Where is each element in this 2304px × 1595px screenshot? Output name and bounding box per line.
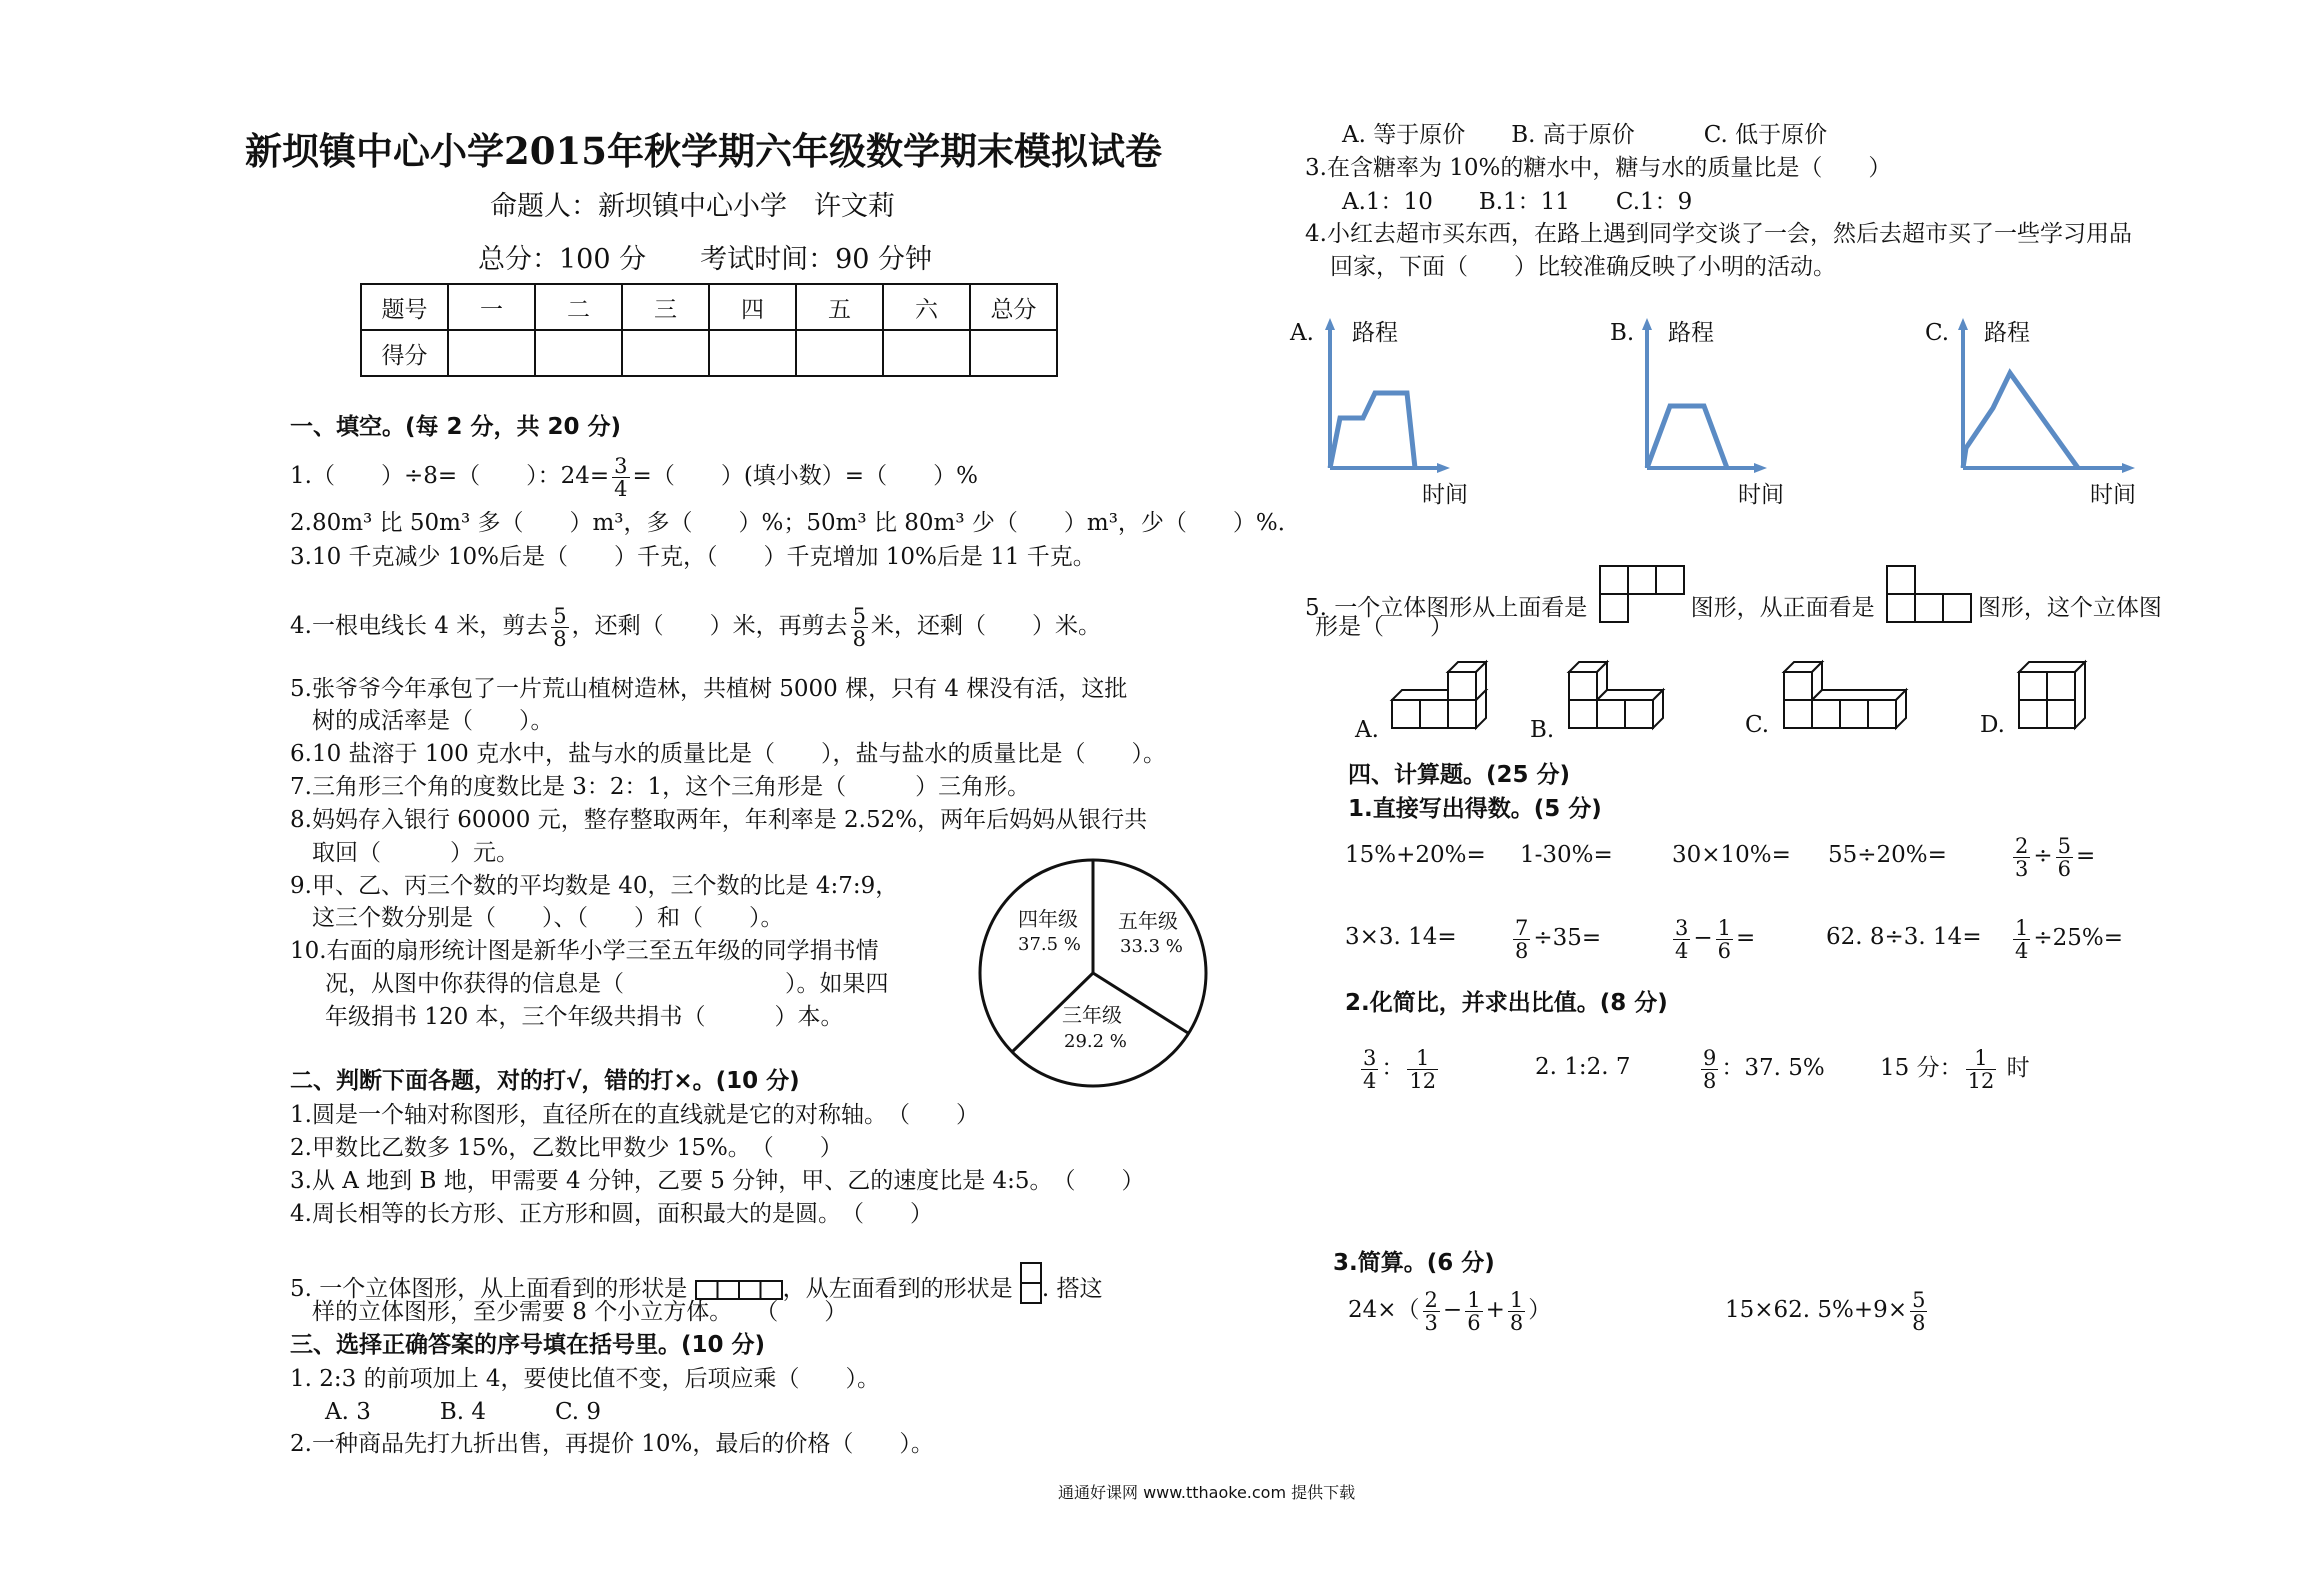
s1-question-5-line1: 5.张爷爷今年承包了一片荒山植树造林，共植树 5000 棵，只有 4 棵没有活，这批 [290,676,1128,702]
s3-question-3: 3.在含糖率为 10%的糖水中，糖与水的质量比是（ ） [1305,155,1892,181]
s1-question-3: 3.10 千克减少 10%后是（ ）千克，（ ）千克增加 10%后是 11 千克。 [290,544,1096,570]
graph-b-letter: B. [1610,320,1635,346]
fraction: $\frac{5}{6}$ [2057,833,2072,881]
fraction: $\frac{7}{8}$ [1515,915,1529,963]
score-cell [883,330,970,376]
q-text: ，还剩（ ）米，再剪去 [571,613,848,639]
section3-heading: 三、选择正确答案的序号填在括号里。(10 分) [290,1332,766,1358]
s3-question-2: 2.一种商品先打九折出售，再提价 10%，最后的价格（ ）。 [290,1431,934,1457]
fraction: $\frac{1}{6}$ [1717,915,1732,963]
fraction: $\frac{9}{8}$ [1703,1045,1717,1093]
pie-label-grade5: 五年级 [1118,909,1178,933]
exam-meta: 总分：100 分 考试时间：90 分钟 [478,244,933,275]
calc-part2-heading: 2.化简比，并求出比值。(8 分) [1345,990,1668,1016]
score-cell: 总分 [970,284,1057,330]
pie-value-grade3: 29.2 % [1064,1031,1127,1052]
solid-label-b: B. [1530,717,1555,743]
score-cell: 五 [796,284,883,330]
fraction: $\frac{3}{4}$ [1675,915,1689,963]
graph-c-letter: C. [1925,320,1950,346]
graph-c [1958,318,2148,478]
s2-question-5-line2: 样的立体图形，至少需要 8 个小立方体。 （ ） [312,1299,848,1325]
fraction: $\frac{2}{3}$ [2015,833,2029,881]
graph-a-xlabel: 时间 [1422,482,1468,508]
score-cell [448,330,535,376]
q-text: 1.（ ）÷8=（ ）：24= [290,463,610,489]
s1-question-10-line2: 况，从图中你获得的信息是（ ）。如果四 [325,971,889,997]
ratio-2: 2. 1:2. 7 [1535,1054,1631,1080]
s1-question-4 [290,598,1101,654]
s3-question-5-line2: 形是（ ） [1315,614,1453,640]
score-table-score-row [361,330,1057,376]
s1-question-1 [290,448,978,504]
fraction: $\frac{5}{8}$ [852,603,866,651]
score-cell [535,330,622,376]
calc-r2-5: $\frac{1}{4}$ ÷25%= [2015,915,2124,963]
calc-r1-1: 15%+20%= [1345,842,1486,868]
q-text: 4.一根电线长 4 米，剪去 [290,613,549,639]
score-cell: 六 [883,284,970,330]
solid-figure-a [1388,660,1498,730]
footer-credit: 通通好课网 www.tthaoke.com 提供下载 [1058,1483,1356,1502]
q-text: . 搭这 [1041,1276,1103,1302]
calc-r1-3: 30×10%= [1672,842,1791,868]
fraction: $\frac{1}{12}$ [1409,1045,1437,1093]
calc-part1-heading: 1.直接写出得数。(5 分) [1348,796,1602,822]
s1-question-8-line1: 8.妈妈存入银行 60000 元，整存整取两年，年利率是 2.52%，两年后妈妈从银行共 [290,807,1148,833]
pie-value-grade4: 37.5 % [1018,934,1081,955]
calc-r1-2: 1-30%= [1520,842,1613,868]
graph-b-ylabel: 路程 [1668,320,1714,346]
fraction: $\frac{2}{3}$ [1424,1287,1438,1335]
calc-part3-heading: 3.简算。(6 分) [1333,1250,1495,1276]
fraction: $\frac{5}{8}$ [553,603,567,651]
calc-r2-2: $\frac{7}{8}$ ÷35= [1515,915,1602,963]
q-text: 图形，这个立体图 [1977,595,2162,621]
score-cell [796,330,883,376]
s2-question-2: 2.甲数比乙数多 15%，乙数比甲数少 15%。 （ ） [290,1135,843,1161]
ratio-3: $\frac{9}{8}$ ：37. 5% [1703,1045,1825,1093]
score-cell [622,330,709,376]
s1-question-10-line3: 年级捐书 120 本，三个年级共捐书（ ）本。 [325,1004,844,1030]
ratio-4: 15 分： $\frac{1}{12}$ 时 [1880,1045,2030,1093]
simplify-2: 15×62. 5%+9× $\frac{5}{8}$ [1725,1287,1926,1335]
calc-r2-1: 3×3. 14= [1345,924,1457,950]
solid-figure-c [1780,660,1910,730]
s3-question-4-line2: 回家，下面（ ）比较准确反映了小明的活动。 [1330,254,1836,280]
section4-heading: 四、计算题。(25 分) [1348,762,1571,788]
calc-r2-3: $\frac{3}{4}$ − $\frac{1}{6}$ = [1675,915,1756,963]
ratio-1: $\frac{3}{4}$ ： $\frac{1}{12}$ [1363,1045,1437,1093]
pie-value-grade5: 33.3 % [1120,936,1183,957]
s1-question-9-line2: 这三个数分别是（ ）、（ ）和（ ）。 [312,905,784,931]
graph-a-ylabel: 路程 [1352,320,1398,346]
q-text: =（ ）(填小数）=（ ）% [632,463,978,489]
solid-figure-b [1565,660,1675,730]
graph-a [1325,318,1455,478]
q-text: ，从左面看到的形状是 [782,1276,1013,1302]
s3-question-1: 1. 2:3 的前项加上 4，要使比值不变，后项应乘（ ）。 [290,1366,881,1392]
score-cell: 题号 [361,284,448,330]
score-cell: 得分 [361,330,448,376]
graph-c-xlabel: 时间 [2090,482,2136,508]
q-text: 米，还剩（ ）米。 [870,613,1101,639]
solid-figure-d [2015,660,2105,730]
score-table-header-row [361,284,1057,330]
fraction: $\frac{1}{4}$ [2015,915,2029,963]
top-view-figure [1599,565,1687,623]
s1-question-9-line1: 9.甲、乙、丙三个数的平均数是 40，三个数的比是 4:7:9， [290,873,899,899]
calc-r1-5: $\frac{2}{3}$ ÷ $\frac{5}{6}$ = [2015,833,2096,881]
s2-question-3: 3.从 A 地到 B 地，甲需要 4 分钟，乙要 5 分钟，甲、乙的速度比是 4:5。 （ ） [290,1168,1145,1194]
left-view-figure [1020,1262,1042,1304]
score-cell: 一 [448,284,535,330]
pie-label-grade4: 四年级 [1018,907,1078,931]
section2-heading: 二、判断下面各题，对的打√，错的打×。(10 分) [290,1068,800,1094]
s3-question-4-line1: 4.小红去超市买东西，在路上遇到同学交谈了一会，然后去超市买了一些学习用品 [1305,221,2132,247]
s1-question-2: 2.80m³ 比 50m³ 多（ ）m³，多（ ）%；50m³ 比 80m³ 少（ ）m³，少（ ）%． [290,510,1301,536]
s1-question-7: 7.三角形三个角的度数比是 3：2：1，这个三角形是（ ）三角形。 [290,774,1031,800]
q-text: 图形，从正面看是 [1690,595,1875,621]
s2-question-1: 1.圆是一个轴对称图形，直径所在的直线就是它的对称轴。 （ ） [290,1102,979,1128]
s1-question-5-line2: 树的成活率是（ ）。 [312,708,554,734]
calc-r1-4: 55÷20%= [1828,842,1947,868]
fraction: $\frac{5}{8}$ [1912,1287,1926,1335]
fraction: $\frac{3}{4}$ [1363,1045,1377,1093]
solid-label-d: D. [1980,712,2005,738]
score-cell: 四 [709,284,796,330]
simplify-1: 24×（ $\frac{2}{3}$ − $\frac{1}{6}$ + $\frac{1}{8}$ ） [1348,1287,1552,1335]
author-line: 命题人：新坝镇中心小学 许文莉 [490,191,895,222]
s1-question-6: 6.10 盐溶于 100 克水中，盐与水的质量比是（ ），盐与盐水的质量比是（ ）。 [290,741,1167,767]
fraction: $\frac{1}{12}$ [1967,1045,1995,1093]
front-view-figure [1886,565,1974,623]
graph-b-xlabel: 时间 [1738,482,1784,508]
graph-a-letter: A. [1290,320,1314,346]
pie-label-grade3: 三年级 [1062,1003,1122,1027]
graph-c-ylabel: 路程 [1984,320,2030,346]
s3-question-1-options: A. 3 B. 4 C. 9 [325,1399,602,1425]
score-table [360,283,1058,377]
s2-question-4: 4.周长相等的长方形、正方形和圆，面积最大的是圆。 （ ） [290,1201,933,1227]
score-cell [709,330,796,376]
s3-question-3-options: A.1：10 B.1：11 C.1：9 [1342,189,1693,215]
page-title: 新坝镇中心小学2015年秋学期六年级数学期末模拟试卷 [245,129,1162,173]
s1-question-8-line2: 取回（ ）元。 [312,840,519,866]
s1-question-10-line1: 10.右面的扇形统计图是新华小学三至五年级的同学捐书情 [290,938,879,964]
solid-label-c: C. [1745,712,1770,738]
fraction: $\frac{1}{8}$ [1509,1287,1524,1335]
q-text: 5. 一个立体图形从上面看是 [1305,595,1588,621]
fraction: $\frac{1}{6}$ [1467,1287,1481,1335]
s3-question-2-options: A. 等于原价 B. 高于原价 C. 低于原价 [1342,122,1828,148]
calc-r2-4: 62. 8÷3. 14= [1826,924,1982,950]
q-text: 5. 一个立体图形，从上面看到的形状是 [290,1276,688,1302]
solid-label-a: A. [1355,717,1379,743]
score-cell: 二 [535,284,622,330]
graph-b [1642,318,1772,478]
score-cell: 三 [622,284,709,330]
fraction: $\frac{3}{4}$ [614,453,628,501]
section1-heading: 一、填空。(每 2 分，共 20 分) [290,414,622,440]
score-cell [970,330,1057,376]
